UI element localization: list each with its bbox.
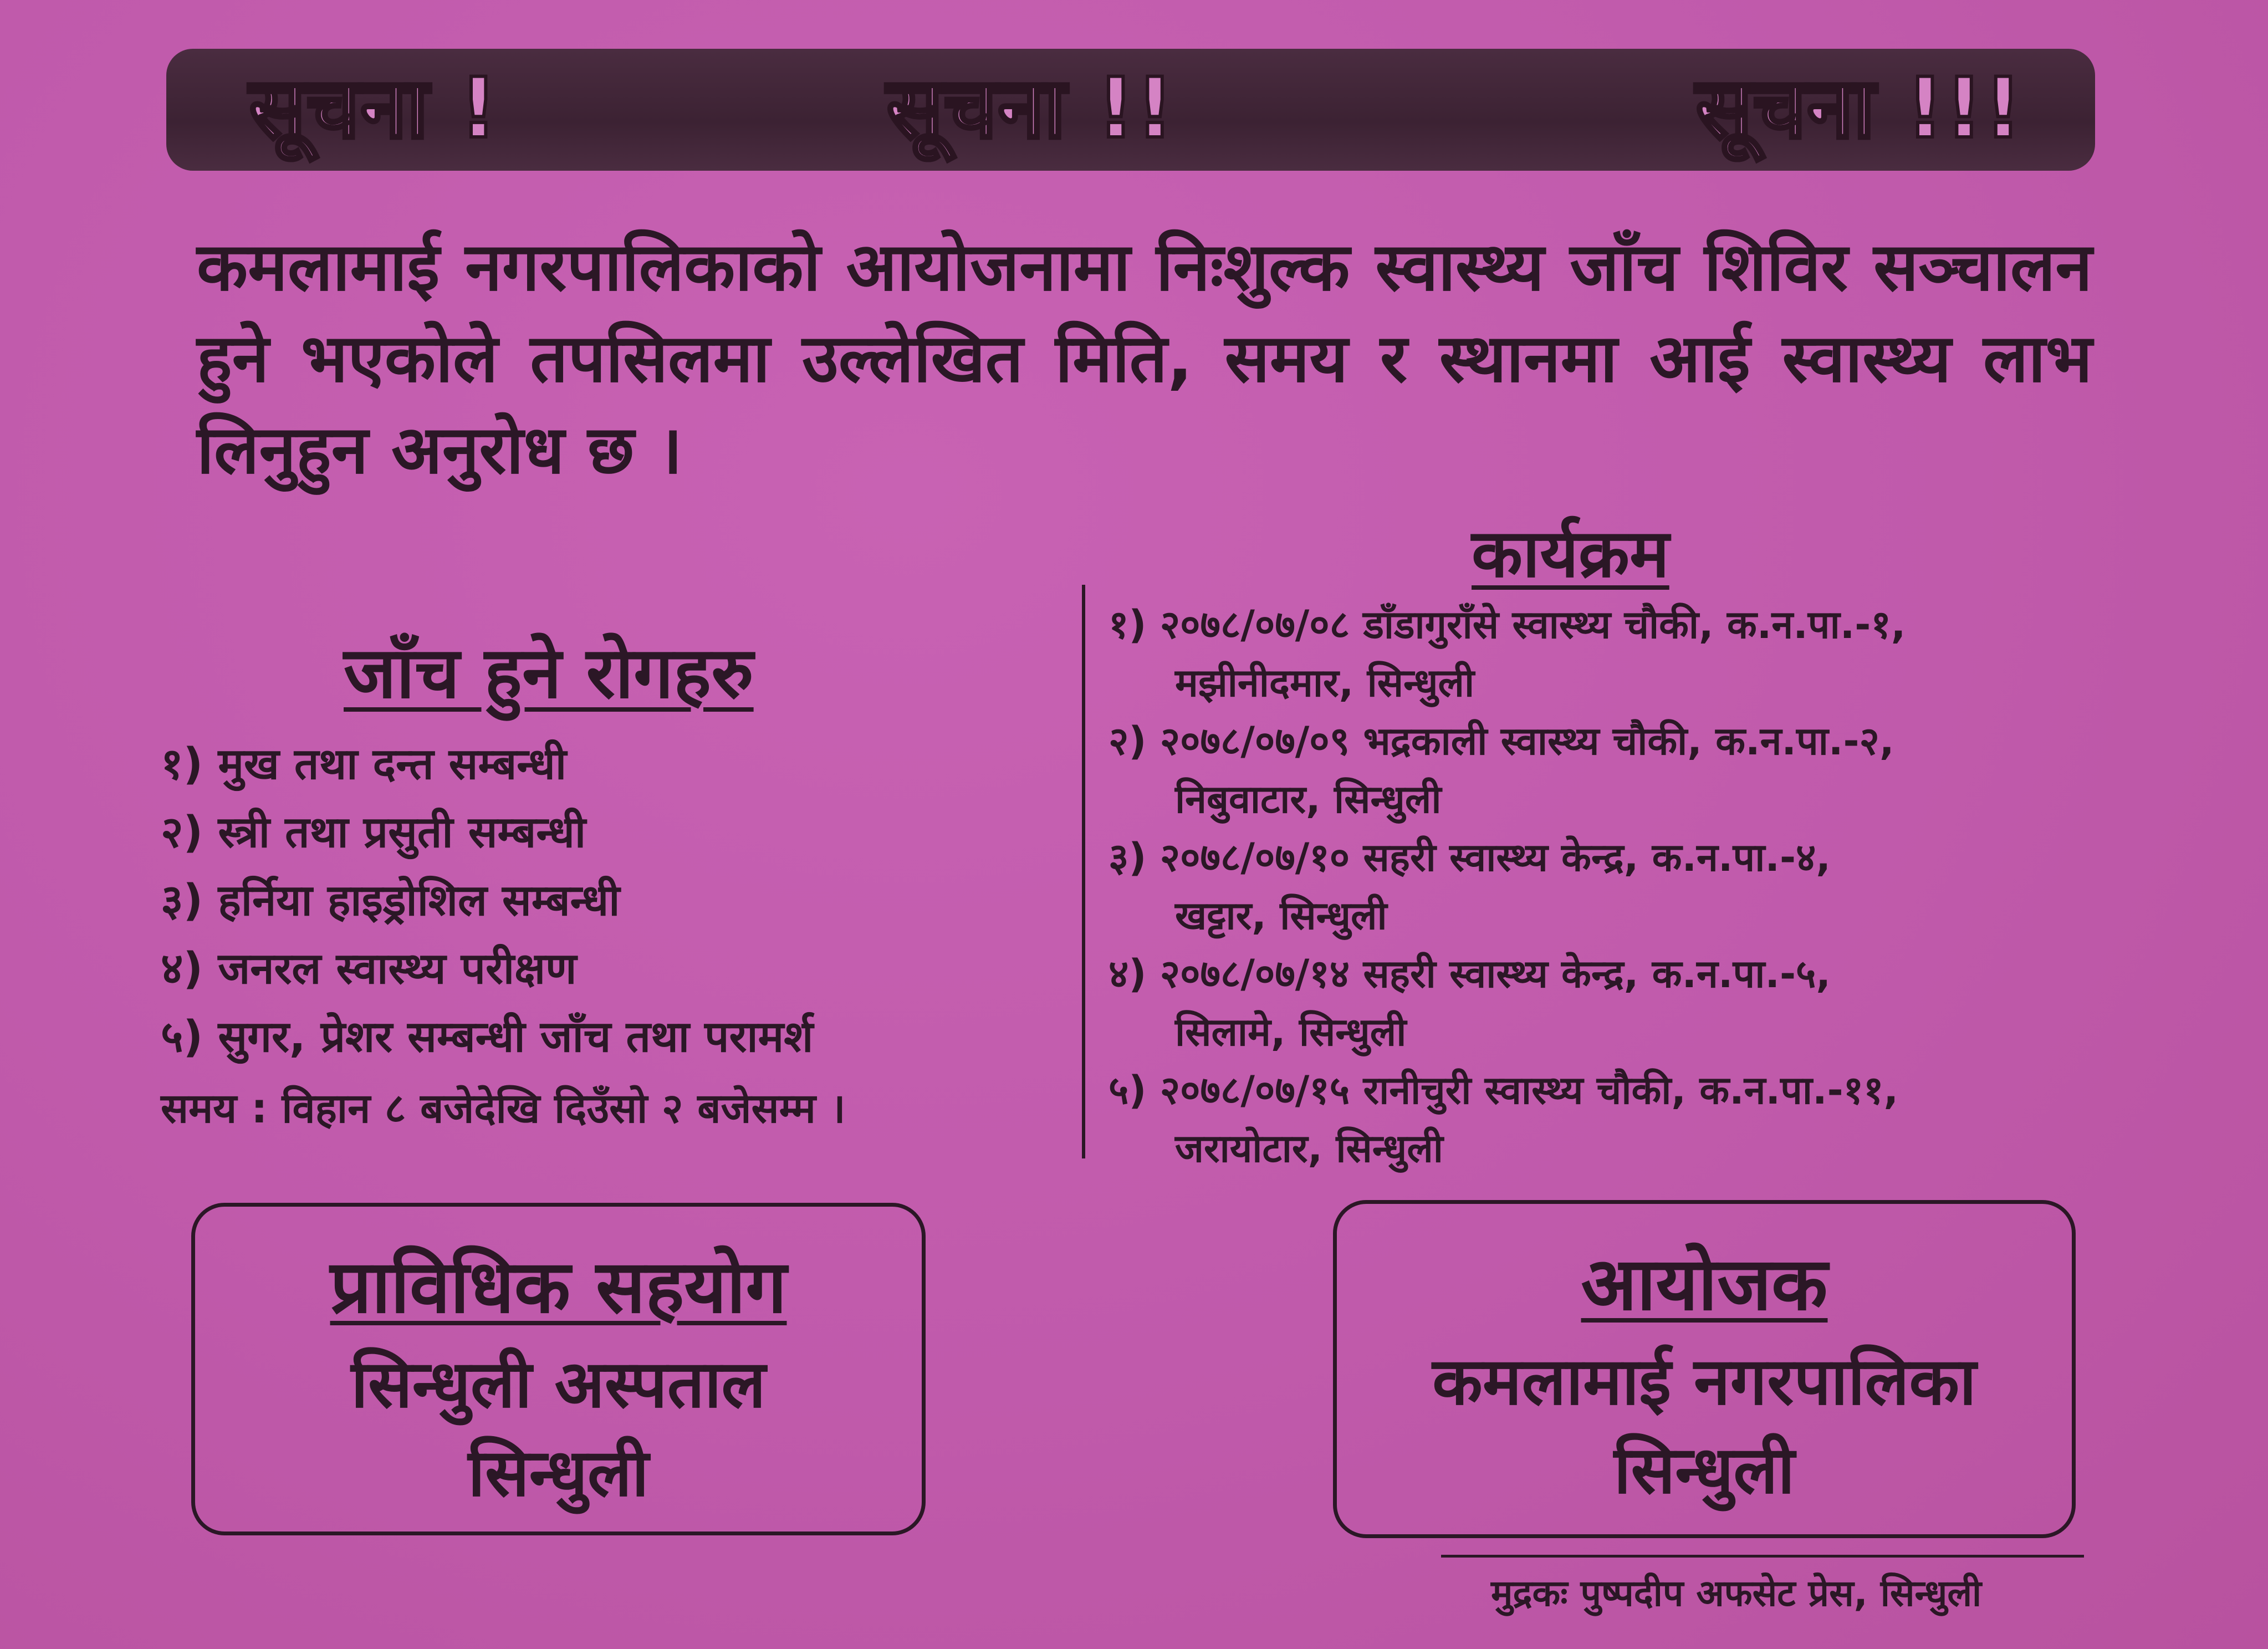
program-list: [1109, 596, 2134, 1178]
organizer-title: आयोजक: [1581, 1242, 1828, 1327]
printer-credit: मुद्रकः पुष्पदीप अफसेट प्रेस, सिन्धुली: [1491, 1572, 1982, 1615]
program-item-date-venue: १) २०७८/०७/०८ डाँडागुराँसे स्वास्थ्य चौकी, क.न.पा.-१,: [1109, 602, 1906, 647]
organizer-box: [1333, 1200, 2076, 1538]
intro-paragraph: कमलामाई नगरपालिकाको आयोजनामा निःशुल्क स्वास्थ्य जाँच शिविर सञ्चालन हुने भएकोले तपसिलमा उल्लेखित मिति, समय र स्थानमा आई स्वास्थ्य लाभ लिनुहुन अनुरोध छ ।: [197, 229, 2092, 489]
technical-support-name: सिन्धुली अस्पताल: [351, 1346, 766, 1422]
program-item: [1109, 945, 2134, 1061]
program-item: [1109, 829, 2134, 945]
printer-rule: [1441, 1555, 2084, 1558]
disease-item: २) स्त्री तथा प्रसुती सम्बन्धी: [161, 808, 586, 857]
diseases-list: [161, 731, 1070, 1071]
disease-item: १) मुख तथा दन्त सम्बन्धी: [161, 739, 567, 789]
program-item-location: जरायोटार, सिन्धुली: [1175, 1126, 1443, 1171]
program-item-date-venue: ३) २०७८/०७/१० सहरी स्वास्थ्य केन्द्र, क.न.पा.-४,: [1109, 835, 1831, 880]
program-item-date-venue: २) २०७८/०७/०९ भद्रकाली स्वास्थ्य चौकी, क.न.पा.-२,: [1109, 718, 1894, 764]
program-item-location: निबुवाटार, सिन्धुली: [1175, 777, 1442, 822]
program-item-date-venue: ५) २०७८/०७/१५ रानीचुरी स्वास्थ्य चौकी, क.न.पा.-११,: [1109, 1068, 1899, 1113]
program-item: [1109, 596, 2134, 712]
column-divider: [1082, 585, 1085, 1158]
disease-item: ५) सुगर, प्रेशर सम्बन्धी जाँच तथा परामर्श: [161, 1012, 814, 1062]
program-item-location: मझीनीदमार, सिन्धुली: [1175, 660, 1475, 706]
technical-support-box: [191, 1203, 926, 1535]
banner-notice-1: सूचना !: [249, 60, 499, 157]
program-item: [1109, 712, 2134, 829]
disease-item: ३) हर्निया हाइड्रोशिल सम्बन्धी: [161, 876, 620, 926]
header-banner: [166, 49, 2095, 171]
program-item-location: खट्टार, सिन्धुली: [1175, 893, 1387, 938]
organizer-place: सिन्धुली: [1613, 1432, 1795, 1508]
banner-notice-3: सूचना !!!: [1696, 60, 2024, 157]
program-item: [1109, 1061, 2134, 1178]
disease-item: ४) जनरल स्वास्थ्य परीक्षण: [161, 944, 577, 994]
diseases-heading: जाँच हुने रोगहरु: [344, 632, 754, 714]
program-item-date-venue: ४) २०७८/०७/१४ सहरी स्वास्थ्य केन्द्र, क.न.पा.-५,: [1109, 951, 1831, 997]
technical-support-title: प्राविधिक सहयोग: [330, 1244, 787, 1330]
program-item-location: सिलामे, सिन्धुली: [1175, 1009, 1407, 1055]
technical-support-place: सिन्धुली: [468, 1434, 649, 1511]
banner-notice-2: सूचना !!: [887, 60, 1175, 157]
camp-time: समय : विहान ८ बजेदेखि दिउँसो २ बजेसम्म ।: [161, 1085, 846, 1132]
program-heading: कार्यक्रम: [1472, 515, 1669, 593]
organizer-name: कमलामाई नगरपालिका: [1432, 1343, 1976, 1420]
